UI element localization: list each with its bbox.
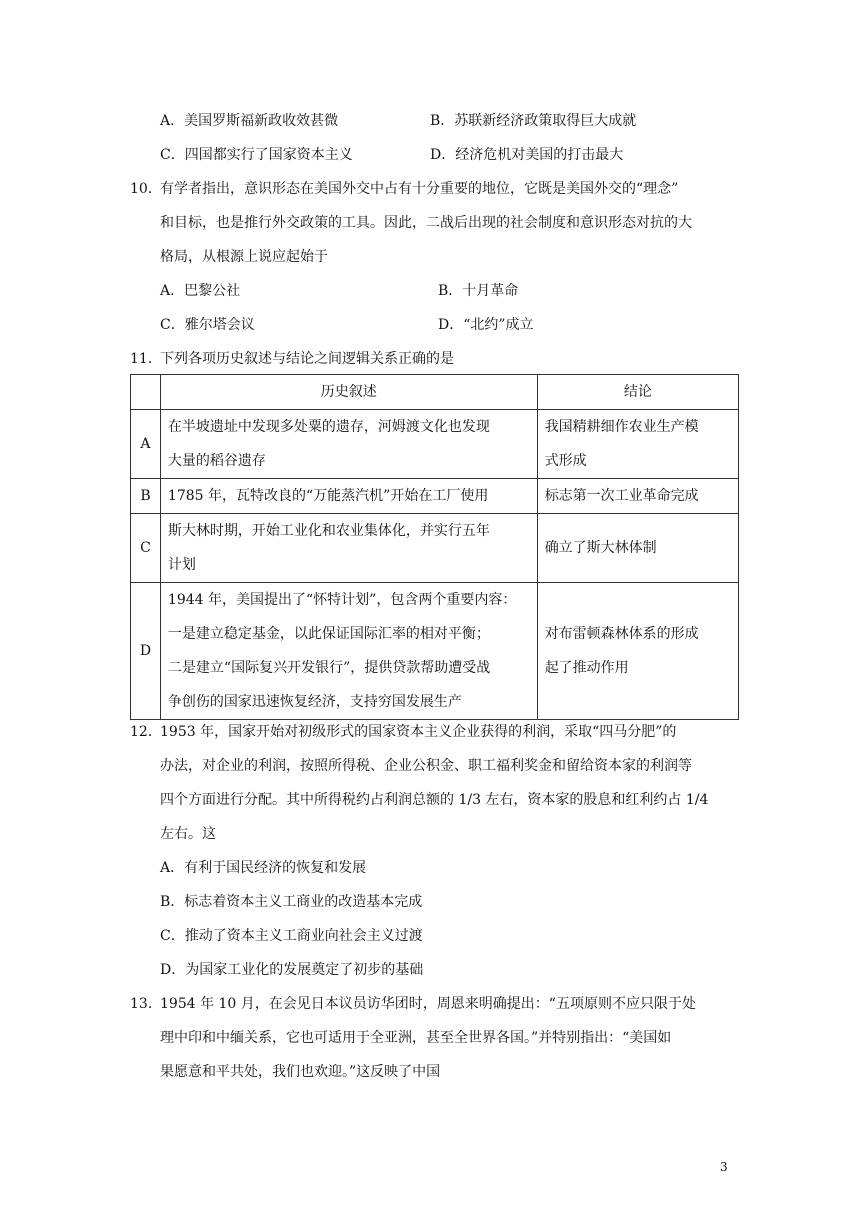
narrative-line: 一是建立稳定基金，以此保证国际汇率的相对平衡； xyxy=(167,626,490,642)
q10-option-c: C．雅尔塔会议 xyxy=(160,317,255,333)
row-conclusion xyxy=(537,479,738,514)
q12-line-4: 左右。这 xyxy=(160,826,216,842)
table-header-narrative: 历史叙述 xyxy=(160,375,537,410)
table-row xyxy=(131,479,739,514)
q10-line-1: 有学者指出，意识形态在美国外交中占有十分重要的地位，它既是美国外交的“理念” xyxy=(160,181,679,197)
q13-line-1: 1954 年 10 月，在会见日本议员访华团时，周恩来明确提出：“五项原则不应只限于处 xyxy=(160,996,696,1012)
narrative-line: 在半坡遗址中发现多处粟的遗存，河姆渡文化也发现 xyxy=(167,419,490,435)
conclusion-line: 标志第一次工业革命完成 xyxy=(544,488,699,504)
q9-option-c: C．四国都实行了国家资本主义 xyxy=(160,147,353,163)
page-number: 3 xyxy=(720,1160,728,1174)
row-narrative xyxy=(160,410,537,479)
narrative-line: 计划 xyxy=(167,557,196,573)
narrative-line: 二是建立“国际复兴开发银行”，提供贷款帮助遭受战 xyxy=(167,660,491,676)
q12-line-3: 四个方面进行分配。其中所得税约占利润总额的 1/3 左右，资本家的股息和红利约占 1/4 xyxy=(160,792,709,808)
row-letter: D xyxy=(131,583,161,720)
q12-option-d: D．为国家工业化的发展奠定了初步的基础 xyxy=(160,962,424,978)
conclusion-line: 起了推动作用 xyxy=(544,660,629,676)
q12-option-b: B．标志着资本主义工商业的改造基本完成 xyxy=(160,894,423,910)
q10-option-d: D．“北约”成立 xyxy=(438,317,534,333)
table-row xyxy=(131,410,739,479)
row-letter: B xyxy=(131,479,161,514)
history-table xyxy=(130,374,739,720)
q10-line-3: 格局，从根源上说应起始于 xyxy=(160,249,328,265)
row-conclusion xyxy=(537,410,738,479)
q9-option-b: B．苏联新经济政策取得巨大成就 xyxy=(430,113,637,129)
q13-line-2: 理中印和中缅关系，它也可适用于全亚洲，甚至全世界各国。”并特别指出：“美国如 xyxy=(160,1030,672,1046)
row-letter: C xyxy=(131,514,161,583)
table-header-row xyxy=(131,375,739,410)
table-header-letter xyxy=(131,375,161,410)
q11-number: 11． xyxy=(130,351,162,367)
table-row xyxy=(131,583,739,720)
conclusion-line: 我国精耕细作农业生产模 xyxy=(544,419,699,435)
table-header-conclusion: 结论 xyxy=(537,375,738,410)
table-row xyxy=(131,514,739,583)
conclusion-line: 式形成 xyxy=(544,453,587,469)
q12-line-1: 1953 年，国家开始对初级形式的国家资本主义企业获得的利润，采取“四马分肥”的 xyxy=(160,724,677,740)
q10-line-2: 和目标，也是推行外交政策的工具。因此，二战后出现的社会制度和意识形态对抗的大 xyxy=(160,215,692,231)
row-narrative xyxy=(160,514,537,583)
narrative-line: 大量的稻谷遗存 xyxy=(167,453,266,469)
narrative-line: 1944 年，美国提出了“怀特计划”，包含两个重要内容： xyxy=(167,592,517,608)
row-narrative xyxy=(160,583,537,720)
q12-option-a: A．有利于国民经济的恢复和发展 xyxy=(160,860,367,876)
q11-stem: 下列各项历史叙述与结论之间逻辑关系正确的是 xyxy=(160,351,454,367)
row-conclusion xyxy=(537,514,738,583)
q9-option-d: D．经济危机对美国的打击最大 xyxy=(430,147,624,163)
q10-option-b: B．十月革命 xyxy=(438,283,519,299)
q12-line-2: 办法，对企业的利润，按照所得税、企业公积金、职工福利奖金和留给资本家的利润等 xyxy=(160,758,692,774)
q12-number: 12． xyxy=(130,724,162,740)
q13-number: 13． xyxy=(130,996,162,1012)
narrative-line: 争创伤的国家迅速恢复经济，支持穷国发展生产 xyxy=(167,694,462,710)
conclusion-line: 确立了斯大林体制 xyxy=(544,540,657,556)
q9-option-a: A．美国罗斯福新政收效甚微 xyxy=(160,113,339,129)
q12-option-c: C．推动了资本主义工商业向社会主义过渡 xyxy=(160,928,423,944)
q13-line-3: 果愿意和平共处，我们也欢迎。”这反映了中国 xyxy=(160,1064,441,1080)
q10-option-a: A．巴黎公社 xyxy=(160,283,241,299)
row-narrative xyxy=(160,479,537,514)
row-letter: A xyxy=(131,410,161,479)
row-conclusion xyxy=(537,583,738,720)
narrative-line: 1785 年，瓦特改良的“万能蒸汽机”开始在工厂使用 xyxy=(167,488,489,504)
q10-number: 10． xyxy=(130,181,162,197)
narrative-line: 斯大林时期，开始工业化和农业集体化，并实行五年 xyxy=(167,523,490,539)
conclusion-line: 对布雷顿森林体系的形成 xyxy=(544,626,699,642)
